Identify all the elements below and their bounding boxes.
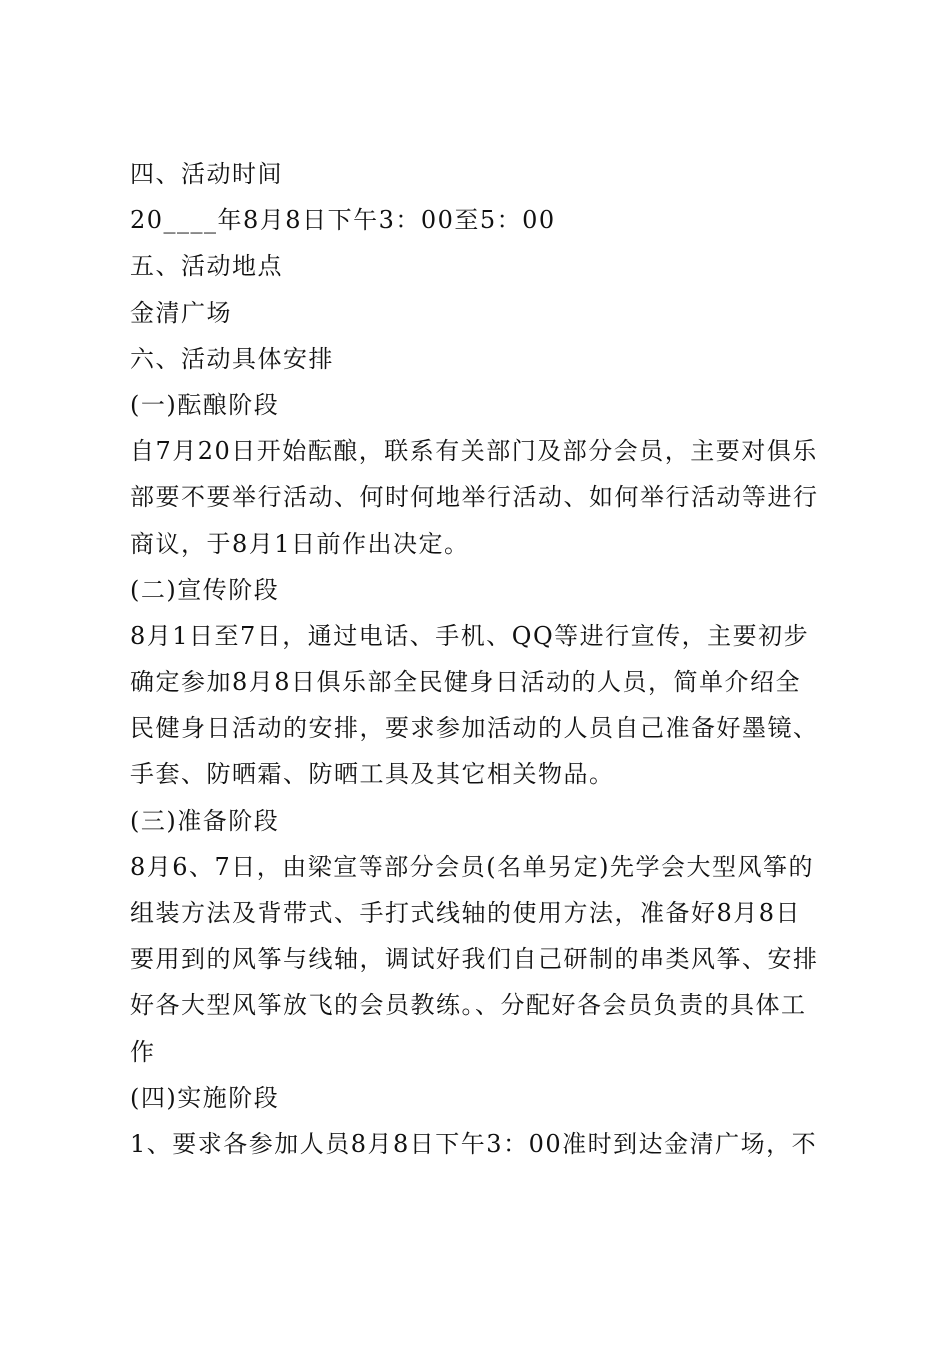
location-text: 金清广场 bbox=[130, 298, 232, 327]
paragraph-line: 手套、防晒霜、防晒工具及其它相关物品。 bbox=[130, 760, 615, 789]
paragraph-line: 商议，于8月1日前作出决定。 bbox=[130, 529, 470, 558]
paragraph-line: 组装方法及背带式、手打式线轴的使用方法，准备好8月8日 bbox=[130, 899, 802, 927]
paragraph-line: 民健身日活动的安排，要求参加活动的人员自己准备好墨镜、 bbox=[130, 714, 819, 743]
section-heading-location: 五、活动地点 bbox=[130, 252, 283, 281]
subheading-preparation: (三)准备阶段 bbox=[130, 806, 280, 835]
paragraph-line: 自7月20日开始酝酿，联系有关部门及部分会员，主要对俱乐 bbox=[130, 437, 818, 466]
paragraph-line: 作 bbox=[130, 1037, 156, 1066]
paragraph-line: 部要不要举行活动、何时何地举行活动、如何举行活动等进行 bbox=[130, 483, 819, 512]
time-text: 20____年8月8日下午3：00至5：00 bbox=[130, 206, 556, 235]
paragraph-line: 1、要求各参加人员8月8日下午3：00准时到达金清广场，不 bbox=[130, 1129, 818, 1158]
paragraph-line: 好各大型风筝放飞的会员教练。、分配好各会员负责的具体工 bbox=[130, 991, 807, 1020]
subheading-implementation: (四)实施阶段 bbox=[130, 1083, 280, 1112]
document-body bbox=[130, 151, 830, 1167]
paragraph-line: 8月6、7日，由梁宣等部分会员(名单另定)先学会大型风筝的 bbox=[130, 852, 815, 881]
section-heading-time: 四、活动时间 bbox=[130, 160, 283, 188]
section-heading-arrangement: 六、活动具体安排 bbox=[130, 344, 334, 373]
paragraph-line: 8月1日至7日，通过电话、手机、QQ等进行宣传，主要初步 bbox=[130, 621, 810, 650]
subheading-publicity: (二)宣传阶段 bbox=[130, 575, 280, 604]
paragraph-line: 确定参加8月8日俱乐部全民健身日活动的人员，简单介绍全 bbox=[130, 668, 802, 697]
paragraph-line: 要用到的风筝与线轴，调试好我们自己研制的串类风筝、安排 bbox=[130, 945, 819, 974]
subheading-planning: (一)酝酿阶段 bbox=[130, 390, 280, 419]
